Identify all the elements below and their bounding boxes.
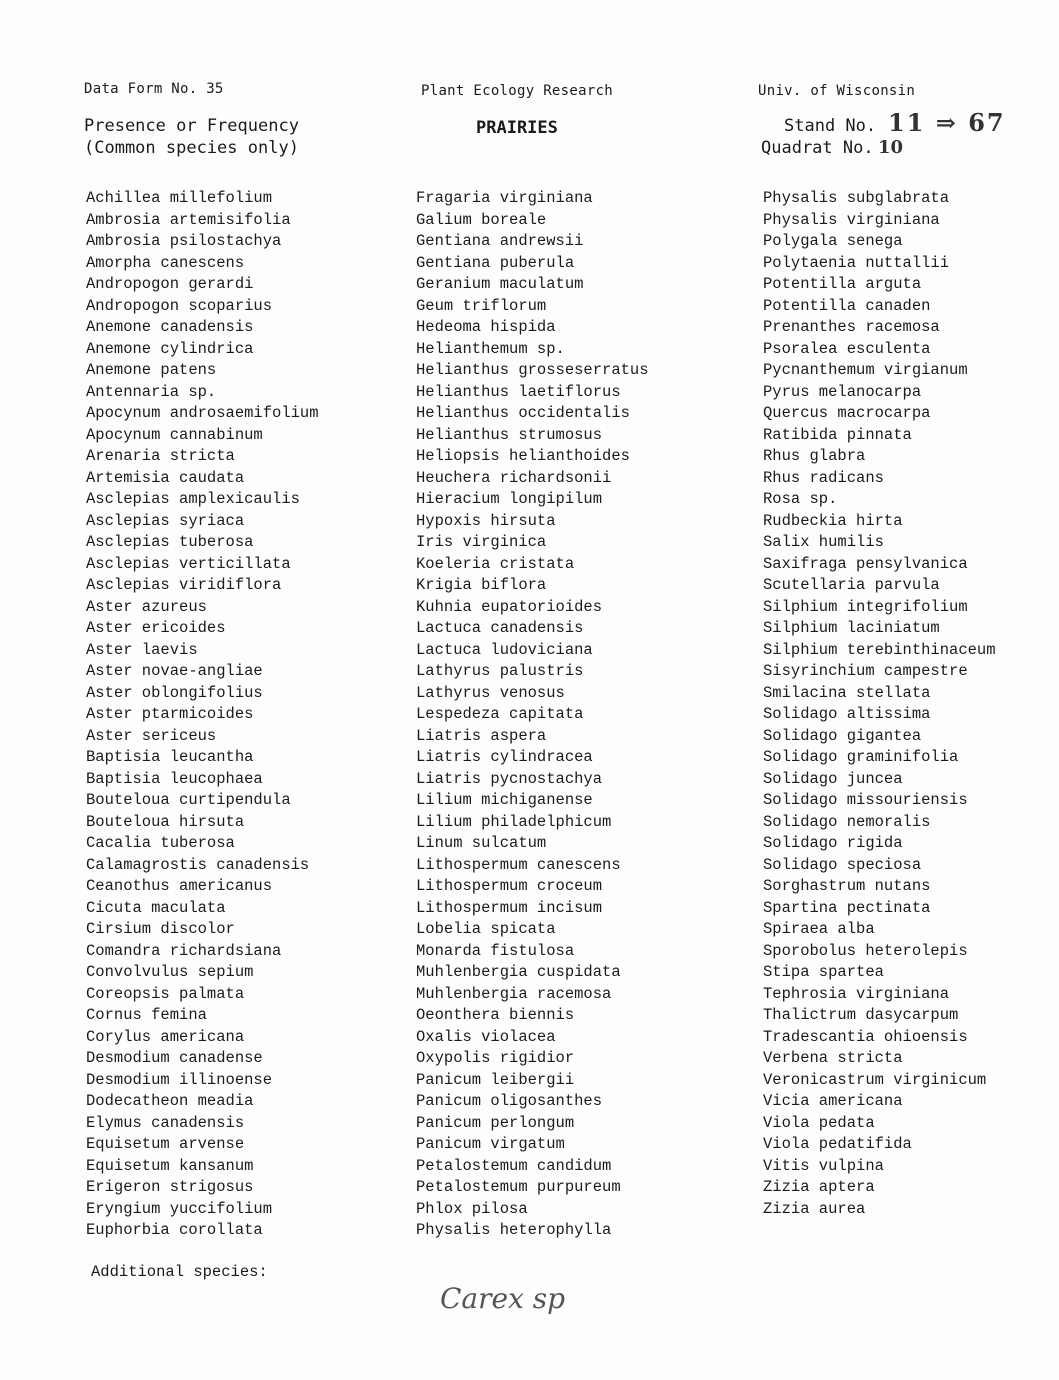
species-item: Solidago graminifolia xyxy=(763,748,959,766)
species-item: Phlox pilosa xyxy=(416,1199,528,1218)
species-item: Anemone patens xyxy=(86,361,217,379)
species-item: Ambrosia artemisifolia xyxy=(86,210,291,229)
species-item: Oxalis violacea xyxy=(416,1027,556,1046)
species-item: Kuhnia eupatorioides xyxy=(416,597,603,616)
species-item: Solidago rigida xyxy=(763,834,903,852)
species-item: Asclepias amplexicaulis xyxy=(86,490,300,508)
species-item: Solidago speciosa xyxy=(763,855,922,874)
species-item: Solidago juncea xyxy=(763,769,903,788)
species-item: Achillea millefolium xyxy=(86,189,273,207)
species-item: Silphium integrifolium xyxy=(763,597,968,616)
species-item: Viola pedatifida xyxy=(763,1135,912,1153)
species-item: Bouteloua curtipendula xyxy=(86,791,291,809)
species-item: Sorghastrum nutans xyxy=(763,877,931,895)
species-item: Spiraea alba xyxy=(763,920,875,938)
species-item: Convolvulus sepium xyxy=(86,963,254,981)
species-item: Bouteloua hirsuta xyxy=(86,812,245,831)
species-item: Gentiana puberula xyxy=(416,253,575,272)
form-title-line2: (Common species only) xyxy=(84,138,299,158)
species-item: Panicum virgatum xyxy=(416,1135,565,1153)
species-item: Asclepias verticillata xyxy=(86,554,291,573)
quadrat-label: Quadrat No. xyxy=(761,138,874,158)
species-item: Helianthemum sp. xyxy=(416,339,565,358)
lab-name: Plant Ecology Research xyxy=(421,83,614,99)
species-item: Zizia aurea xyxy=(763,1199,866,1218)
species-item: Aster azureus xyxy=(86,597,207,616)
species-item: Anemone cylindrica xyxy=(86,339,254,358)
species-item: Galium boreale xyxy=(416,210,547,229)
species-item: Eryngium yuccifolium xyxy=(86,1199,273,1218)
species-item: Heliopsis helianthoides xyxy=(416,447,630,465)
species-item: Sporobolus heterolepis xyxy=(763,941,968,960)
species-item: Aster ericoides xyxy=(86,619,226,637)
species-item: Euphorbia corollata xyxy=(86,1221,263,1239)
species-item: Petalostemum candidum xyxy=(416,1156,612,1175)
species-item: Cirsium discolor xyxy=(86,920,235,938)
additional-species-handwritten: Carex sp xyxy=(440,1282,566,1315)
species-item: Equisetum kansanum xyxy=(86,1156,254,1175)
species-item: Asclepias syriaca xyxy=(86,511,245,530)
species-item: Aster ptarmicoides xyxy=(86,705,254,723)
species-item: Geum triflorum xyxy=(416,296,547,315)
quadrat-number-handwritten: 10 xyxy=(878,137,904,158)
species-item: Ratibida pinnata xyxy=(763,425,912,444)
species-item: Dodecatheon meadia xyxy=(86,1092,254,1110)
species-item: Koeleria cristata xyxy=(416,554,575,573)
species-item: Quercus macrocarpa xyxy=(763,404,931,422)
species-item: Physalis subglabrata xyxy=(763,189,950,207)
species-item: Tephrosia virginiana xyxy=(763,984,950,1003)
species-item: Lithospermum croceum xyxy=(416,877,603,895)
species-item: Spartina pectinata xyxy=(763,898,931,917)
species-item: Hypoxis hirsuta xyxy=(416,511,556,530)
university-name: Univ. of Wisconsin xyxy=(758,83,916,99)
species-item: Amorpha canescens xyxy=(86,253,245,272)
species-item: Krigia biflora xyxy=(416,576,547,594)
species-item: Geranium maculatum xyxy=(416,275,584,293)
species-item: Artemisia caudata xyxy=(86,468,245,487)
species-item: Anemone canadensis xyxy=(86,318,254,336)
species-item: Desmodium illinoense xyxy=(86,1070,273,1089)
species-item: Equisetum arvense xyxy=(86,1135,245,1153)
species-item: Apocynum cannabinum xyxy=(86,425,263,444)
species-item: Polygala senega xyxy=(763,232,903,250)
species-item: Solidago nemoralis xyxy=(763,812,931,831)
species-item: Liatris pycnostachya xyxy=(416,769,603,788)
species-item: Tradescantia ohioensis xyxy=(763,1027,968,1046)
species-item: Aster sericeus xyxy=(86,726,217,745)
species-item: Petalostemum purpureum xyxy=(416,1178,621,1196)
species-item: Rudbeckia hirta xyxy=(763,511,903,530)
species-item: Cicuta maculata xyxy=(86,898,226,917)
species-item: Erigeron strigosus xyxy=(86,1178,254,1196)
species-item: Rhus glabra xyxy=(763,447,866,465)
species-item: Aster novae-angliae xyxy=(86,662,263,680)
species-item: Aster oblongifolius xyxy=(86,683,263,702)
species-item: Solidago missouriensis xyxy=(763,791,968,809)
species-item: Desmodium canadense xyxy=(86,1049,263,1067)
species-item: Lilium philadelphicum xyxy=(416,812,612,831)
species-item: Fragaria virginiana xyxy=(416,189,593,207)
species-item: Iris virginica xyxy=(416,533,547,551)
species-item: Oxypolis rigidior xyxy=(416,1049,575,1067)
species-item: Lilium michiganense xyxy=(416,791,593,809)
species-item: Scutellaria parvula xyxy=(763,576,940,594)
species-item: Aster laevis xyxy=(86,640,198,659)
species-item: Heuchera richardsonii xyxy=(416,468,612,487)
species-item: Muhlenbergia racemosa xyxy=(416,984,612,1003)
species-item: Panicum leibergii xyxy=(416,1070,575,1089)
species-item: Physalis heterophylla xyxy=(416,1221,612,1239)
species-item: Oeonthera biennis xyxy=(416,1006,575,1024)
species-item: Stipa spartea xyxy=(763,963,884,981)
species-item: Andropogon gerardi xyxy=(86,275,254,293)
species-item: Helianthus strumosus xyxy=(416,425,603,444)
species-item: Panicum perlongum xyxy=(416,1113,575,1132)
species-item: Saxifraga pensylvanica xyxy=(763,554,968,573)
species-item: Smilacina stellata xyxy=(763,683,931,702)
species-item: Helianthus grosseserratus xyxy=(416,361,649,379)
species-item: Vitis vulpina xyxy=(763,1156,884,1175)
species-item: Ambrosia psilostachya xyxy=(86,232,282,250)
species-item: Comandra richardsiana xyxy=(86,941,282,960)
species-item: Elymus canadensis xyxy=(86,1113,245,1132)
species-item: Pyrus melanocarpa xyxy=(763,382,922,401)
species-item: Corylus americana xyxy=(86,1027,245,1046)
species-item: Gentiana andrewsii xyxy=(416,232,584,250)
species-item: Potentilla canaden xyxy=(763,296,931,315)
species-item: Muhlenbergia cuspidata xyxy=(416,963,621,981)
species-item: Physalis virginiana xyxy=(763,210,940,229)
species-item: Antennaria sp. xyxy=(86,382,217,401)
species-item: Veronicastrum virginicum xyxy=(763,1070,987,1089)
species-item: Hedeoma hispida xyxy=(416,318,556,336)
stand-number-handwritten: 11 ⇒ 67 xyxy=(888,108,1006,137)
species-item: Baptisia leucantha xyxy=(86,748,254,766)
species-item: Solidago altissima xyxy=(763,705,931,723)
category-title: PRAIRIES xyxy=(476,118,558,138)
species-item: Andropogon scoparius xyxy=(86,296,273,315)
species-item: Thalictrum dasycarpum xyxy=(763,1006,959,1024)
species-item: Cornus femina xyxy=(86,1006,207,1024)
species-item: Hieracium longipilum xyxy=(416,490,603,508)
species-item: Linum sulcatum xyxy=(416,834,547,852)
species-item: Helianthus occidentalis xyxy=(416,404,630,422)
species-item: Potentilla arguta xyxy=(763,275,922,293)
species-item: Helianthus laetiflorus xyxy=(416,382,621,401)
species-item: Lithospermum incisum xyxy=(416,898,603,917)
species-item: Apocynum androsaemifolium xyxy=(86,404,319,422)
species-item: Vicia americana xyxy=(763,1092,903,1110)
species-item: Viola pedata xyxy=(763,1113,875,1132)
species-item: Coreopsis palmata xyxy=(86,984,245,1003)
additional-species-label: Additional species: xyxy=(91,1263,268,1281)
species-item: Arenaria stricta xyxy=(86,447,235,465)
species-item: Pycnanthemum virgianum xyxy=(763,361,968,379)
species-item: Lithospermum canescens xyxy=(416,855,621,874)
species-item: Panicum oligosanthes xyxy=(416,1092,603,1110)
species-item: Silphium laciniatum xyxy=(763,619,940,637)
species-item: Solidago gigantea xyxy=(763,726,922,745)
species-item: Cacalia tuberosa xyxy=(86,834,235,852)
species-item: Salix humilis xyxy=(763,533,884,551)
species-item: Zizia aptera xyxy=(763,1178,875,1196)
species-item: Lathyrus venosus xyxy=(416,683,565,702)
species-column-3 xyxy=(763,188,996,1220)
species-item: Silphium terebinthinaceum xyxy=(763,640,996,659)
species-item: Asclepias viridiflora xyxy=(86,576,282,594)
species-column-1 xyxy=(86,188,319,1242)
species-item: Sisyrinchium campestre xyxy=(763,662,968,680)
species-item: Liatris cylindracea xyxy=(416,748,593,766)
species-item: Asclepias tuberosa xyxy=(86,533,254,551)
species-column-2 xyxy=(416,188,649,1242)
species-item: Psoralea esculenta xyxy=(763,339,931,358)
species-item: Baptisia leucophaea xyxy=(86,769,263,788)
species-item: Rhus radicans xyxy=(763,468,884,487)
species-item: Liatris aspera xyxy=(416,726,547,745)
species-item: Lobelia spicata xyxy=(416,920,556,938)
species-item: Ceanothus americanus xyxy=(86,877,273,895)
species-item: Lespedeza capitata xyxy=(416,705,584,723)
species-item: Rosa sp. xyxy=(763,490,838,508)
species-item: Polytaenia nuttallii xyxy=(763,253,950,272)
species-item: Prenanthes racemosa xyxy=(763,318,940,336)
species-item: Calamagrostis canadensis xyxy=(86,855,310,874)
stand-label: Stand No. xyxy=(784,116,877,136)
species-item: Lathyrus palustris xyxy=(416,662,584,680)
form-number: Data Form No. 35 xyxy=(84,81,224,97)
form-title-line1: Presence or Frequency xyxy=(84,116,299,136)
species-item: Lactuca ludoviciana xyxy=(416,640,593,659)
species-item: Monarda fistulosa xyxy=(416,941,575,960)
species-item: Verbena stricta xyxy=(763,1049,903,1067)
species-item: Lactuca canadensis xyxy=(416,619,584,637)
